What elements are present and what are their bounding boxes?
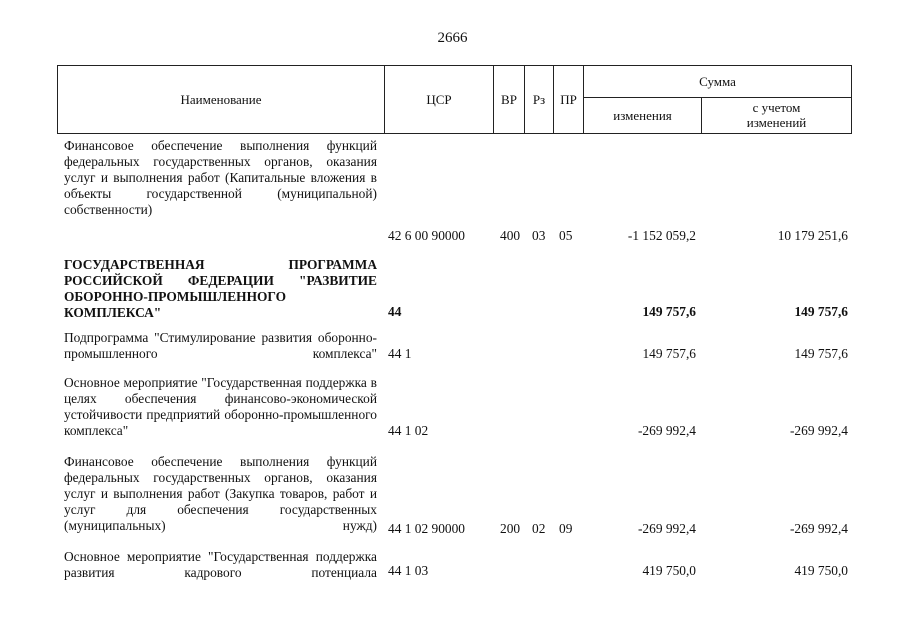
row-change: -1 152 059,2 [627,228,696,243]
header-change: изменения [613,108,672,123]
row-csr: 44 1 03 [388,563,429,578]
row-csr: 44 1 02 [388,423,429,438]
row-name: Подпрограмма "Стимулирование развития оборонно-промышленного комплекса" [64,330,377,361]
row-csr: 42 6 00 90000 [388,228,465,243]
row-csr: 44 1 [388,346,412,361]
row-change: 149 757,6 [642,304,696,319]
row-change: -269 992,4 [637,521,696,536]
row-total: -269 992,4 [789,521,848,536]
row-total: 10 179 251,6 [777,228,848,243]
row-name: Финансовое обеспечение выполнения функций федеральных государственных органов, оказания услуг и выполнения работ (Капитальные вложения в объекты государственной (муниципальной) собственности) [64,138,377,217]
row-name: Финансовое обеспечение выполнения функций федеральных государственных органов, оказания услуг и выполнения работ (Закупка товаров, работ и услуг для обеспечения государственных (муниципальных) нужд) [64,454,377,533]
row-total: 149 757,6 [794,304,848,319]
row-total: -269 992,4 [789,423,848,438]
header-with-change-2: изменений [746,115,807,130]
header-pr: ПР [560,92,577,107]
header-csr: ЦСР [426,92,452,107]
row-csr: 44 [388,304,402,319]
row-total: 149 757,6 [794,346,848,361]
row-change: 149 757,6 [642,346,696,361]
page-number: 2666 [437,30,468,46]
row-rz: 03 [532,228,546,243]
row-change: 419 750,0 [642,563,696,578]
row-vr: 400 [500,228,521,243]
row-csr: 44 1 02 90000 [388,521,465,536]
row-name: Основное мероприятие "Государственная поддержка развития кадрового потенциала [64,549,377,580]
row-vr: 200 [500,521,521,536]
row-name: Основное мероприятие "Государственная поддержка в целях обеспечения финансово-экономической устойчивости предприятий оборонно-промышленного комплекса" [64,375,377,438]
header-name: Наименование [180,92,262,107]
header-vr: ВР [501,92,517,107]
row-change: -269 992,4 [637,423,696,438]
row-name: ГОСУДАРСТВЕННАЯ ПРОГРАММА РОССИЙСКОЙ ФЕДЕРАЦИИ "РАЗВИТИЕ ОБОРОННО-ПРОМЫШЛЕННОГО КОМПЛЕКСА" [64,257,377,320]
header-sum: Сумма [699,74,736,89]
row-total: 419 750,0 [794,563,848,578]
row-pr: 09 [559,521,573,536]
row-rz: 02 [532,521,546,536]
header-rz: Рз [532,92,546,107]
header-with-change-1: с учетом [752,100,801,115]
row-pr: 05 [559,228,573,243]
